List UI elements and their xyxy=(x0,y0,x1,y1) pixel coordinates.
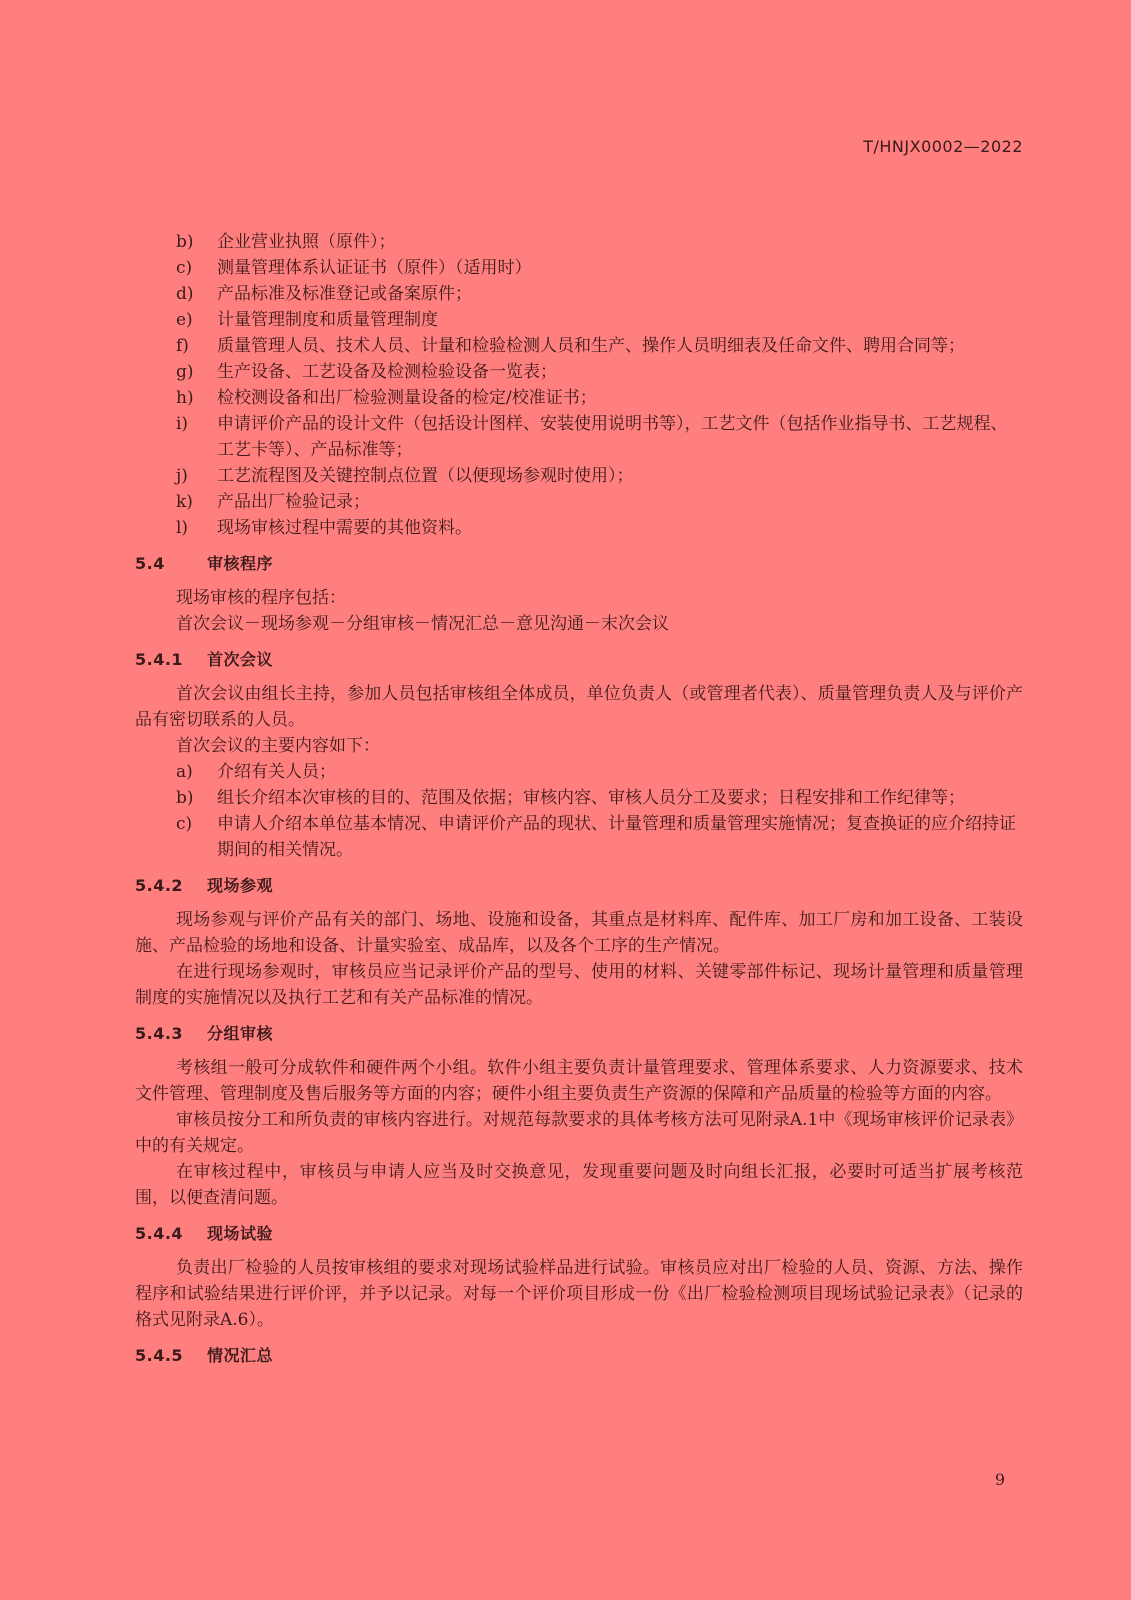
list-item xyxy=(135,515,1023,541)
list-item xyxy=(135,333,1023,359)
paragraph: 首次会议的主要内容如下： xyxy=(176,736,380,756)
list-item-label: a) xyxy=(176,762,193,782)
paragraph: 首次会议由组长主持，参加人员包括审核组全体成员，单位负责人（或管理者代表）、质量管理负责人及与评价产品有密切联系的人员。 xyxy=(135,684,1023,730)
list-item xyxy=(135,359,1023,385)
section-heading-5-4 xyxy=(135,551,1023,577)
list-item-label: b) xyxy=(176,232,194,252)
list-item-label: i) xyxy=(176,414,189,434)
section-heading-5-4-2 xyxy=(135,873,1023,899)
list-item-text: 检校测设备和出厂检验测量设备的检定/校准证书； xyxy=(217,388,597,408)
paragraph: 考核组一般可分成软件和硬件两个小组。软件小组主要负责计量管理要求、管理体系要求、人力资源要求、技术文件管理、管理制度及售后服务等方面的内容；硬件小组主要负责生产资源的保障和产品质量的检验等方面的内容。 xyxy=(135,1058,1023,1104)
section-title: 现场试验 xyxy=(207,1224,274,1243)
list-item xyxy=(135,811,1023,863)
list-item-text: 产品标准及标准登记或备案原件； xyxy=(217,284,472,304)
list-item-text: 申请评价产品的设计文件（包括设计图样、安装使用说明书等），工艺文件（包括作业指导书、工艺规程、工艺卡等）、产品标准等； xyxy=(217,414,1008,460)
paragraph: 审核员按分工和所负责的审核内容进行。对规范每款要求的具体考核方法可见附录A.1中《现场审核评价记录表》中的有关规定。 xyxy=(135,1110,1023,1156)
paragraph: 现场审核的程序包括： xyxy=(176,588,346,608)
list-item xyxy=(135,307,1023,333)
list-item-label: c) xyxy=(176,814,193,834)
list-item-label: g) xyxy=(176,362,194,382)
paragraph: 在进行现场参观时，审核员应当记录评价产品的型号、使用的材料、关键零部件标记、现场计量管理和质量管理制度的实施情况以及执行工艺和有关产品标准的情况。 xyxy=(135,962,1023,1008)
procedure-flow: 首次会议－现场参观－分组审核－情况汇总－意见沟通－末次会议 xyxy=(176,614,669,634)
list-item xyxy=(135,759,1023,785)
list-item xyxy=(135,255,1023,281)
list-item-label: f) xyxy=(176,336,189,356)
section-number: 5.4.3 xyxy=(135,1024,184,1043)
list-item xyxy=(135,785,1023,811)
list-item-text: 介绍有关人员； xyxy=(217,762,336,782)
paragraph: 负责出厂检验的人员按审核组的要求对现场试验样品进行试验。审核员应对出厂检验的人员、资源、方法、操作程序和试验结果进行评价评，并予以记录。对每一个评价项目形成一份《出厂检验检测项目现场试验记录表》（记录的格式见附录A.6）。 xyxy=(135,1258,1023,1330)
required-documents-list xyxy=(135,229,1023,541)
paragraph: 在审核过程中，审核员与申请人应当及时交换意见，发现重要问题及时向组长汇报，必要时可适当扩展考核范围，以便查清问题。 xyxy=(135,1162,1023,1208)
meeting-content-list xyxy=(135,759,1023,863)
list-item-text: 组长介绍本次审核的目的、范围及依据；审核内容、审核人员分工及要求；日程安排和工作纪律等； xyxy=(217,788,965,808)
section-number: 5.4.4 xyxy=(135,1224,184,1243)
list-item-text: 质量管理人员、技术人员、计量和检验检测人员和生产、操作人员明细表及任命文件、聘用合同等； xyxy=(217,336,965,356)
list-item xyxy=(135,489,1023,515)
list-item-label: l) xyxy=(176,518,189,538)
list-item xyxy=(135,463,1023,489)
list-item-label: b) xyxy=(176,788,194,808)
section-heading-5-4-3 xyxy=(135,1021,1023,1047)
list-item xyxy=(135,229,1023,255)
section-title: 首次会议 xyxy=(207,650,274,669)
section-title: 情况汇总 xyxy=(207,1346,274,1365)
list-item-label: k) xyxy=(176,492,193,512)
list-item-text: 企业营业执照（原件）； xyxy=(217,232,396,252)
list-item xyxy=(135,385,1023,411)
document-code: T/HNJX0002—2022 xyxy=(863,137,1023,156)
list-item-text: 申请人介绍本单位基本情况、申请评价产品的现状、计量管理和质量管理实施情况；复查换证的应介绍持证期间的相关情况。 xyxy=(217,814,1016,860)
section-heading-5-4-1 xyxy=(135,647,1023,673)
section-title: 现场参观 xyxy=(207,876,274,895)
list-item-label: d) xyxy=(176,284,194,304)
list-item-label: c) xyxy=(176,258,193,278)
section-number: 5.4 xyxy=(135,554,165,573)
section-heading-5-4-4 xyxy=(135,1221,1023,1247)
page-body xyxy=(135,229,1023,1377)
section-number: 5.4.5 xyxy=(135,1346,184,1365)
list-item-text: 产品出厂检验记录； xyxy=(217,492,370,512)
section-title: 分组审核 xyxy=(207,1024,274,1043)
list-item-text: 测量管理体系认证证书（原件）（适用时） xyxy=(217,258,532,278)
section-number: 5.4.2 xyxy=(135,876,184,895)
list-item-text: 计量管理制度和质量管理制度 xyxy=(217,310,438,330)
paragraph: 现场参观与评价产品有关的部门、场地、设施和设备，其重点是材料库、配件库、加工厂房和加工设备、工装设施、产品检验的场地和设备、计量实验室、成品库，以及各个工序的生产情况。 xyxy=(135,910,1023,956)
list-item-text: 工艺流程图及关键控制点位置（以便现场参观时使用）； xyxy=(217,466,634,486)
list-item-text: 生产设备、工艺设备及检测检验设备一览表； xyxy=(217,362,557,382)
page-number: 9 xyxy=(994,1470,1005,1489)
list-item-label: e) xyxy=(176,310,193,330)
section-heading-5-4-5 xyxy=(135,1343,1023,1369)
section-number: 5.4.1 xyxy=(135,650,184,669)
section-title: 审核程序 xyxy=(207,554,274,573)
list-item-label: j) xyxy=(176,466,188,486)
list-item-label: h) xyxy=(176,388,194,408)
list-item-text: 现场审核过程中需要的其他资料。 xyxy=(217,518,472,538)
list-item xyxy=(135,411,1023,463)
list-item xyxy=(135,281,1023,307)
